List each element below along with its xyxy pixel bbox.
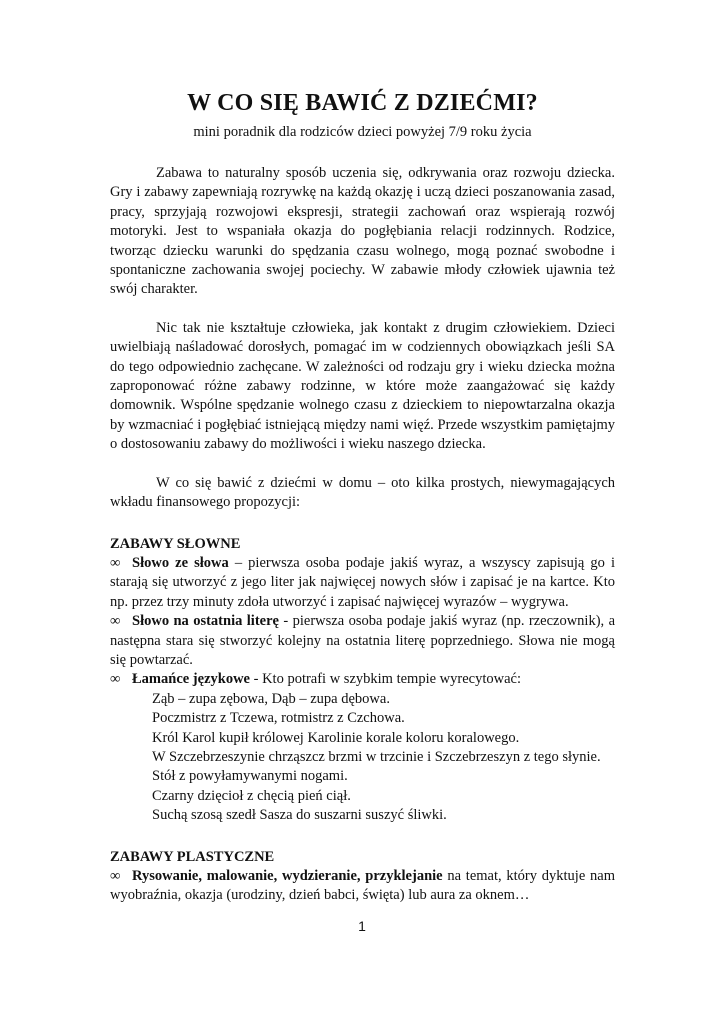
intro-paragraph-1: Zabawa to naturalny sposób uczenia się, odkrywania oraz rozwoju dziecka. Gry i zabawy zapewniają rozrywkę na każdą okazję i uczą dzieci poszanowania zasad, pracy, sprzyjają rozwojowi ekspresji, strategii zachowań oraz wspierają rozwój motoryki. Jest to wspaniała okazja do pogłębiania relacji rodzinnych. Rodzice, tworząc dziecku warunki do spędzania czasu wolnego, mogą poznać swobodne i spontaniczne zachowania swojej pociechy. W zabawie młody człowiek ujawnia też swój charakter.	[110, 165, 615, 298]
document-page	[110, 88, 615, 906]
item-text: - Kto potrafi w szybkim tempie wyrecytować:	[249, 671, 521, 688]
item-text: na temat, który dyktuje nam wyobraźnia, okazja (urodziny, dzień babci, święta) lub aura za oknem…	[110, 868, 615, 904]
tongue-twister-line: Ząb – zupa zębowa, Dąb – zupa dębowa.	[152, 690, 390, 707]
item-text: - pierwsza osoba podaje jakiś wyraz (np. rzeczownik), a następna stara się stworzyć kolejny na ostatnia literę poprzedniego. Słowa nie mogą się powtarzać.	[110, 613, 616, 668]
tongue-twister-line: Król Karol kupił królowej Karolinie korale koloru koralowego.	[152, 729, 520, 746]
tongue-twister-list	[110, 690, 615, 826]
item-title: Słowo ze słowa	[132, 554, 229, 571]
intro-paragraph-2: Nic tak nie kształtuje człowieka, jak kontakt z drugim człowiekiem. Dzieci uwielbiają naśladować dorosłych, pomagać im w codziennych obowiązkach jeśli SA do tego odpowiednio zachęcane. W zależności od rodzaju gry i wieku dziecka można zaproponować różne zabawy rodzinne, w które może zaangażować się każdy domownik. Wspólne spędzanie wolnego czasu z dzieckiem to niepowtarzalna okazja by wzmacniać i pogłębiać istniejącą między nami więź. Przede wszystkim pamiętajmy o dostosowaniu zabawy do możliwości i wieku naszego dziecka.	[110, 319, 615, 453]
tongue-twister-line: W Szczebrzeszynie chrząszcz brzmi w trzcinie i Szczebrzeszyn z tego słynie.	[152, 748, 601, 765]
infinity-bullet-icon: ∞	[110, 671, 121, 688]
tongue-twister-line: Poczmistrz z Tczewa, rotmistrz z Czchowa.	[152, 710, 405, 727]
item-title: Łamańce językowe	[132, 671, 250, 688]
list-item-art-activities	[110, 867, 615, 906]
page-number: 1	[358, 918, 366, 934]
item-text: – pierwsza osoba podaje jakiś wyraz, a wszyscy zapisują go i starają się utworzyć z jego liter jak najwięcej nowych słów i zapisać je na kartce. Kto np. przez trzy minuty zdoła utworzyć i zapisać najwięcej wyrazów – wygrywa.	[110, 554, 615, 610]
list-item-tongue-twisters	[110, 670, 615, 689]
tongue-twister-line: Suchą szosą szedł Sasza do suszarni suszyć śliwki.	[152, 807, 447, 824]
list-item-word-from-word	[110, 554, 615, 612]
infinity-bullet-icon: ∞	[110, 868, 121, 884]
page-subtitle: mini poradnik dla rodziców dzieci powyżej 7/9 roku życia	[193, 124, 532, 140]
section-heading-word-games: ZABAWY SŁOWNE	[110, 535, 241, 552]
item-title: Rysowanie, malowanie, wydzieranie, przyklejanie	[132, 868, 443, 884]
tongue-twister-line: Czarny dzięcioł z chęcią pień ciął.	[152, 787, 351, 804]
item-title: Słowo na ostatnia literę	[132, 613, 279, 630]
intro-paragraph-3: W co się bawić z dziećmi w domu – oto kilka prostych, niewymagających wkładu finansowego propozycji:	[110, 474, 615, 511]
page-title: W CO SIĘ BAWIĆ Z DZIEĆMI?	[187, 90, 538, 116]
tongue-twister-line: Stół z powyłamywanymi nogami.	[152, 768, 348, 785]
infinity-bullet-icon: ∞	[110, 613, 121, 630]
section-heading-art-games: ZABAWY PLASTYCZNE	[110, 848, 275, 865]
list-item-last-letter	[110, 612, 615, 670]
infinity-bullet-icon: ∞	[110, 554, 121, 571]
